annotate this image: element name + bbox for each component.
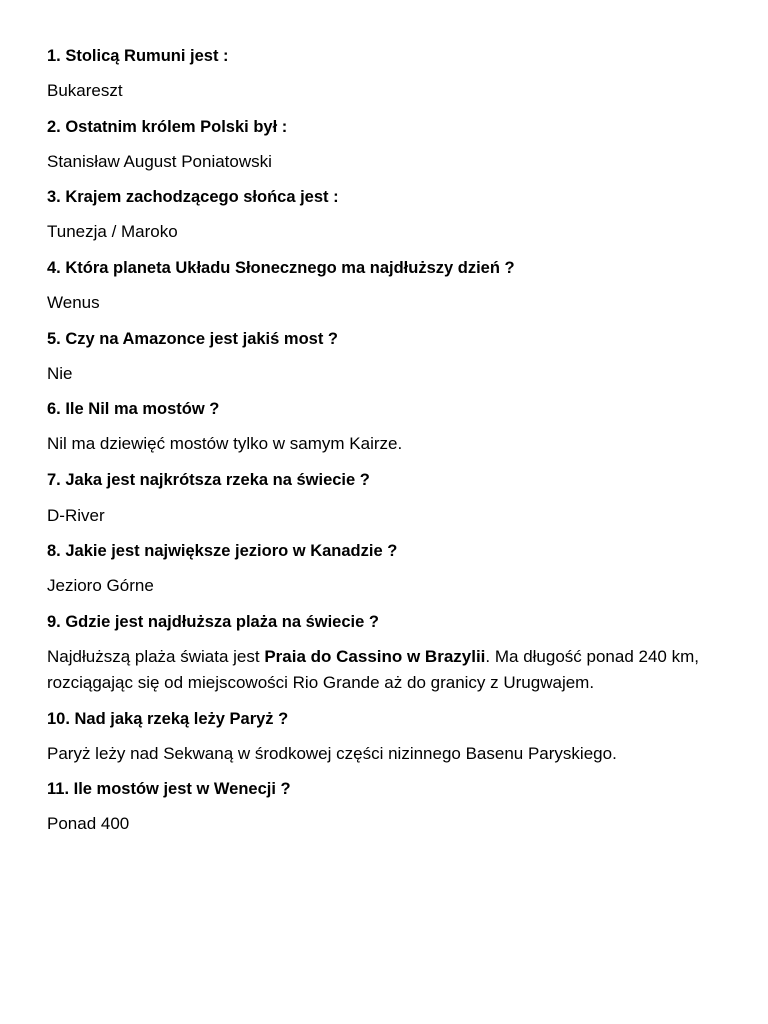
question-11: 11. Ile mostów jest w Wenecji ?	[47, 780, 291, 798]
question-10: 10. Nad jaką rzeką leży Paryż ?	[47, 710, 289, 728]
answer-1: Bukareszt	[47, 81, 123, 100]
question-2: 2. Ostatnim królem Polski był :	[47, 118, 288, 136]
question-7: 7. Jaka jest najkrótsza rzeka na świecie ?	[47, 471, 370, 489]
answer-11: Ponad 400	[47, 814, 130, 833]
question-1: 1. Stolicą Rumuni jest :	[47, 47, 229, 65]
answer-4: Wenus	[47, 293, 100, 312]
answer-6: Nil ma dziewięć mostów tylko w samym Kairze.	[47, 434, 403, 453]
question-6: 6. Ile Nil ma mostów ?	[47, 400, 220, 418]
answer-8: Jezioro Górne	[47, 576, 154, 595]
question-5: 5. Czy na Amazonce jest jakiś most ?	[47, 330, 338, 348]
question-8: 8. Jakie jest największe jezioro w Kanadzie ?	[47, 542, 398, 560]
question-4: 4. Która planeta Układu Słonecznego ma najdłuższy dzień ?	[47, 259, 515, 277]
answer-5: Nie	[47, 364, 73, 383]
question-9: 9. Gdzie jest najdłuższa plaża na świecie ?	[47, 613, 379, 631]
answer-9-text-end: . Ma długość ponad 240 km, rozciągając się od miejscowości Rio Grande aż do granicy z Urugwajem.	[47, 647, 699, 692]
answer-7: D-River	[47, 506, 105, 525]
answer-10: Paryż leży nad Sekwaną w środkowej części nizinnego Basenu Paryskiego.	[47, 744, 617, 763]
answer-2: Stanisław August Poniatowski	[47, 152, 272, 171]
answer-9	[47, 644, 727, 696]
answer-3: Tunezja / Maroko	[47, 222, 178, 241]
answer-9-highlight: Praia do Cassino w Brazylii	[264, 647, 486, 666]
answer-9-text-start: Najdłuższą plaża świata jest	[47, 647, 265, 666]
question-3: 3. Krajem zachodzącego słońca jest :	[47, 188, 339, 206]
